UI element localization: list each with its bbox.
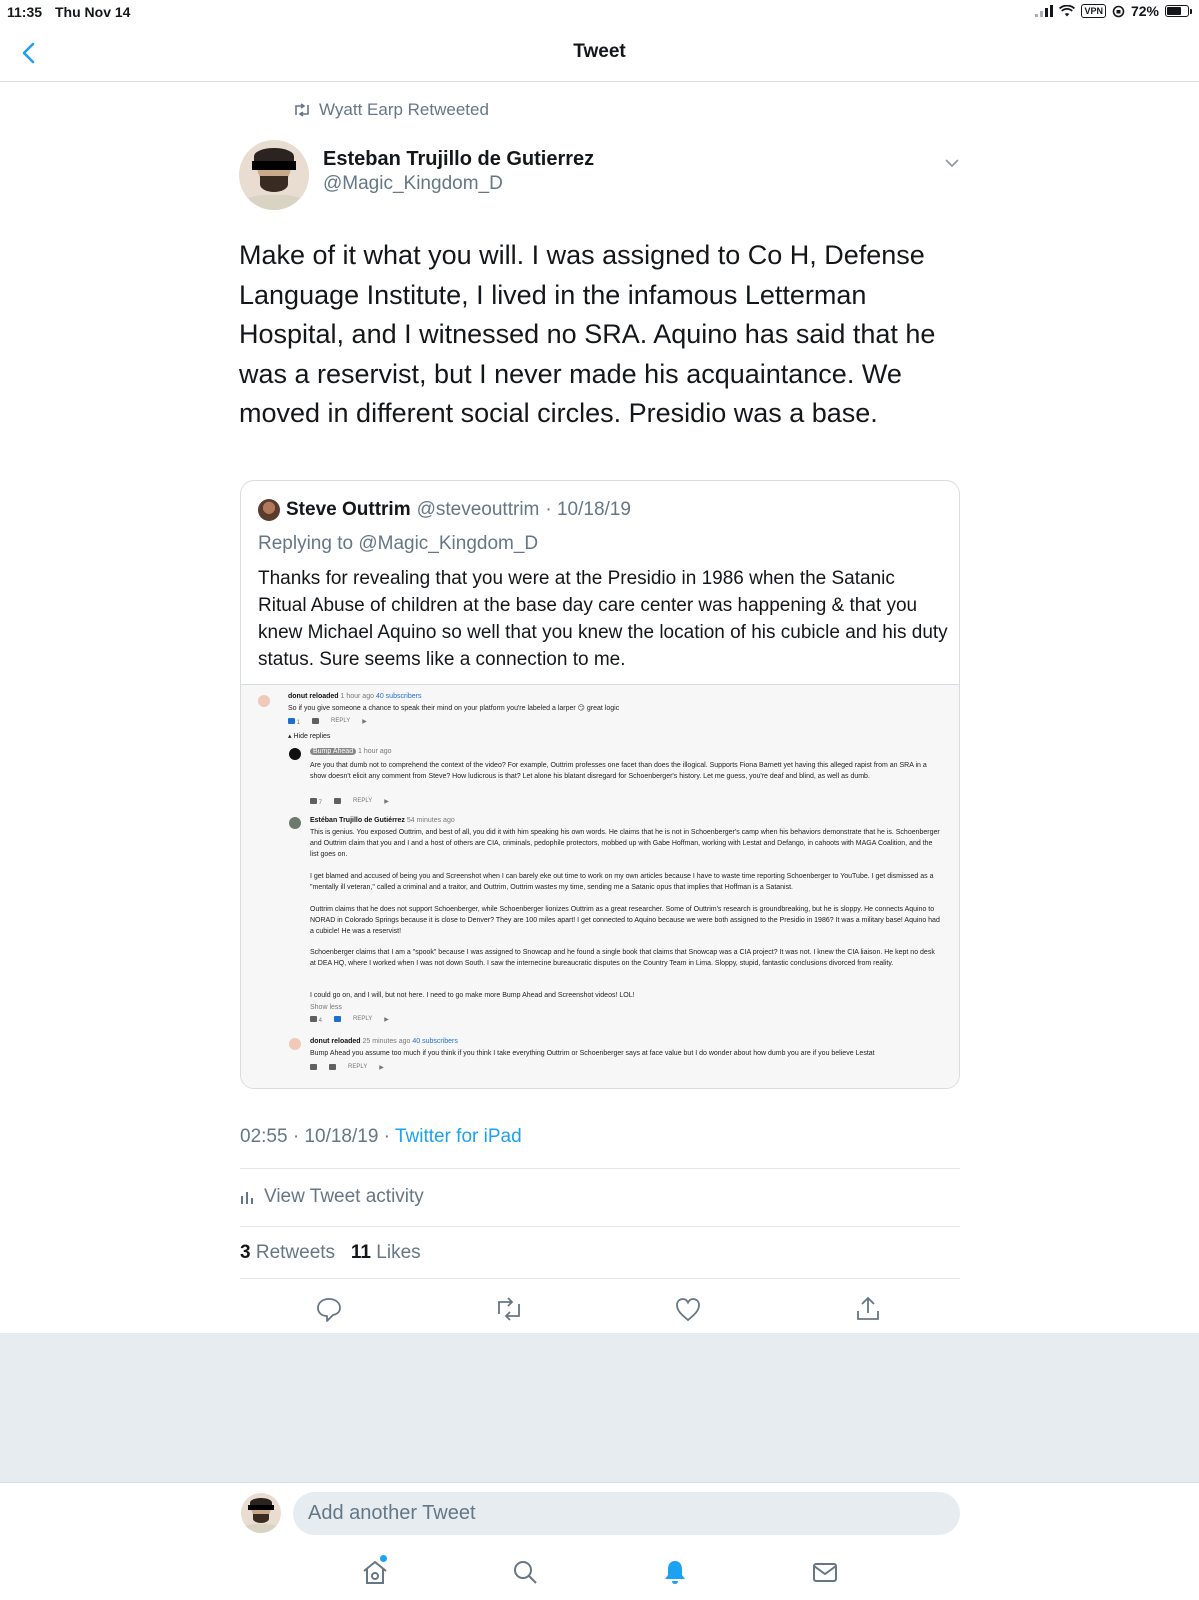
battery-percent: 72% <box>1130 3 1159 19</box>
chevron-down-icon[interactable] <box>942 155 962 171</box>
tweet-source-link[interactable]: Twitter for iPad <box>394 1126 522 1147</box>
share-icon[interactable] <box>853 1294 883 1324</box>
quoted-author-name: Steve Outtrim <box>286 499 411 520</box>
orientation-lock-icon <box>1112 5 1125 18</box>
cellular-signal-icon <box>1035 5 1053 17</box>
comment-text: Are you that dumb not to comprehend the context of the video? For example, Outtrim professes one facet than does the illogical. Supports Fiona Barnett yet having this alleged rapist from an SRA in a show doesn't elicit any comment from Steve? How ludicrous is that? Let alone his blatant disregard for Schoenberger's history. Let me guess, you're deaf and blind, as well as dumb. <box>310 762 927 780</box>
add-tweet-input[interactable]: Add another Tweet <box>293 1492 960 1535</box>
vpn-badge: VPN <box>1081 4 1106 18</box>
status-bar <box>0 0 1199 24</box>
comment-header: donut reloaded 25 minutes ago 40 subscribers <box>310 1038 458 1045</box>
quoted-tweet-header <box>258 499 631 521</box>
comment-text: I could go on, and I will, but not here. I need to go make more Bump Ahead and Screenshot videos! LOL! <box>310 992 635 999</box>
divider <box>240 1168 960 1169</box>
comment-text: I get blamed and accused of being you and Screenshot when I can barely eke out time to work on my own articles because I have to waste time reporting Schoenberger to YouTube. I get dismissed as a "mentally ill veteran," called a criminal and a traitor, and Outtrim, Outtrim wastes my time, sending me a Satanic opus that implies that Hoffman is a Satanist. <box>310 873 934 891</box>
divider <box>240 1226 960 1227</box>
quoted-author-avatar <box>258 499 280 521</box>
empty-replies-area <box>0 1333 1199 1482</box>
author-name[interactable]: Esteban Trujillo de Gutierrez <box>323 148 595 170</box>
nav-bar <box>0 24 1199 82</box>
tweet-action-bar <box>240 1290 960 1334</box>
reply-icon[interactable] <box>314 1294 344 1324</box>
retweet-label: Wyatt Earp Retweeted <box>319 100 489 119</box>
retweet-icon <box>293 103 311 117</box>
tweet-timestamp <box>240 1126 522 1148</box>
analytics-icon <box>240 1189 254 1205</box>
comment-header: donut reloaded 1 hour ago 40 subscribers <box>288 693 422 700</box>
comment-actions: 1 REPLY ▶ <box>288 718 367 726</box>
divider <box>240 1278 960 1279</box>
comment-text: This is genius. You exposed Outtrim, and best of all, you did it with him speaking his own words. He claims that he is not in Schoenberger's camp when his behaviors demonstrate that he is. Schoenberger and Outtrim claim that you and I and a host of others are CIA, criminals, pedophile protectors, mobbed up with Gabe Hoffman, working with Lestat and Defango, in cahoots with MAGA Coalition, and the list goes on. <box>310 829 940 858</box>
quoted-replying-to: Replying to @Magic_Kingdom_D <box>258 533 539 554</box>
search-icon[interactable] <box>510 1557 540 1587</box>
quoted-tweet-text: Thanks for revealing that you were at the Presidio in 1986 when the Satanic Ritual Abuse of children at the base day care center was happening & that you knew Michael Aquino so well that you knew the location of his cubicle and his duty status. Sure seems like a connection to me. <box>258 568 948 670</box>
retweet-count-link[interactable]: 3 Retweets <box>240 1242 336 1263</box>
retweet-icon[interactable] <box>494 1294 524 1324</box>
home-icon[interactable] <box>360 1557 390 1587</box>
author-handle[interactable]: @Magic_Kingdom_D <box>323 173 503 194</box>
hide-replies-link: ▴ Hide replies <box>288 733 331 740</box>
author-avatar[interactable] <box>239 140 309 210</box>
comment-actions: 7 REPLY ▶ <box>310 798 389 806</box>
new-content-dot <box>380 1555 387 1562</box>
retweet-context[interactable] <box>293 100 489 120</box>
compose-bar <box>0 1482 1199 1600</box>
quoted-author-handle: @steveouttrim <box>416 499 540 520</box>
commenter-avatar <box>289 1038 301 1050</box>
heart-icon[interactable] <box>673 1294 703 1324</box>
page-title: Tweet <box>573 41 626 62</box>
quoted-tweet-date: · 10/18/19 <box>545 499 631 520</box>
status-time: 11:35 <box>7 4 43 20</box>
view-activity-label: View Tweet activity <box>264 1186 424 1207</box>
quoted-tweet[interactable] <box>240 480 960 1089</box>
wifi-icon <box>1059 5 1075 17</box>
commenter-avatar <box>289 748 301 760</box>
tweet-time: 02:55 · 10/18/19 · <box>240 1126 395 1147</box>
comment-text: So if you give someone a chance to speak their mind on your platform you're labeled a larper 😏 great logic <box>288 705 620 712</box>
tweet-stats <box>240 1242 421 1264</box>
notifications-bell-icon[interactable] <box>660 1557 690 1587</box>
comment-header: Estéban Trujillo de Gutiérrez 54 minutes ago <box>310 817 455 824</box>
comment-text: Bump Ahead you assume too much if you think if you think I take everything Outtrim or Schoenberger says at face value but I do wonder about how dumb you are if you believe Lestat <box>310 1050 875 1057</box>
comment-header: Bump Ahead 1 hour ago <box>310 746 392 757</box>
tweet-text: Make of it what you will. I was assigned to Co H, Defense Language Institute, I lived in the infamous Letterman Hospital, and I witnessed no SRA. Aquino has said that he was a reservist, but I never made his acquaintance. We moved in different social circles. Presidio was a base. <box>239 240 936 428</box>
like-count-link[interactable]: 11 Likes <box>350 1242 421 1263</box>
status-indicators <box>1035 3 1189 19</box>
user-avatar[interactable] <box>241 1493 281 1533</box>
comment-text: Schoenberger claims that I am a "spook" because I was assigned to Snowcap and he found a single book that claims that Snowcap was a CIA project? It was not. I knew the CIA liaison. He kept no desk at DEA HQ, where I worked when I was not down South. I saw the internecine bureaucratic disputes on the Country Team in Lima. Sloppy, stupid, fantastic conclusions divorced from reality. <box>310 949 935 967</box>
commenter-avatar <box>289 817 301 829</box>
comment-text: Outtrim claims that he does not support Schoenberger, while Schoenberger lionizes Outtrim as a great researcher. Some of Outtrim's research is groundbreaking, but he is sloppy. He connects Aquino to NORAD in Colorado Springs because it is close to Denver? They are 100 miles apart! I get connected to Aquino because we were both assigned to the Presidio in 1986? It was a military base! Aquino had a cubicle! He was a reservist! <box>310 906 940 935</box>
status-date: Thu Nov 14 <box>55 4 131 20</box>
comment-actions: REPLY ▶ <box>310 1064 384 1072</box>
show-less-link: Show less <box>310 1004 342 1011</box>
commenter-avatar <box>258 695 270 707</box>
messages-envelope-icon[interactable] <box>810 1557 840 1587</box>
quoted-media-image[interactable] <box>241 684 960 1089</box>
battery-icon <box>1165 5 1189 17</box>
comment-actions: 4 REPLY ▶ <box>310 1016 389 1024</box>
view-activity-button[interactable] <box>240 1186 424 1208</box>
